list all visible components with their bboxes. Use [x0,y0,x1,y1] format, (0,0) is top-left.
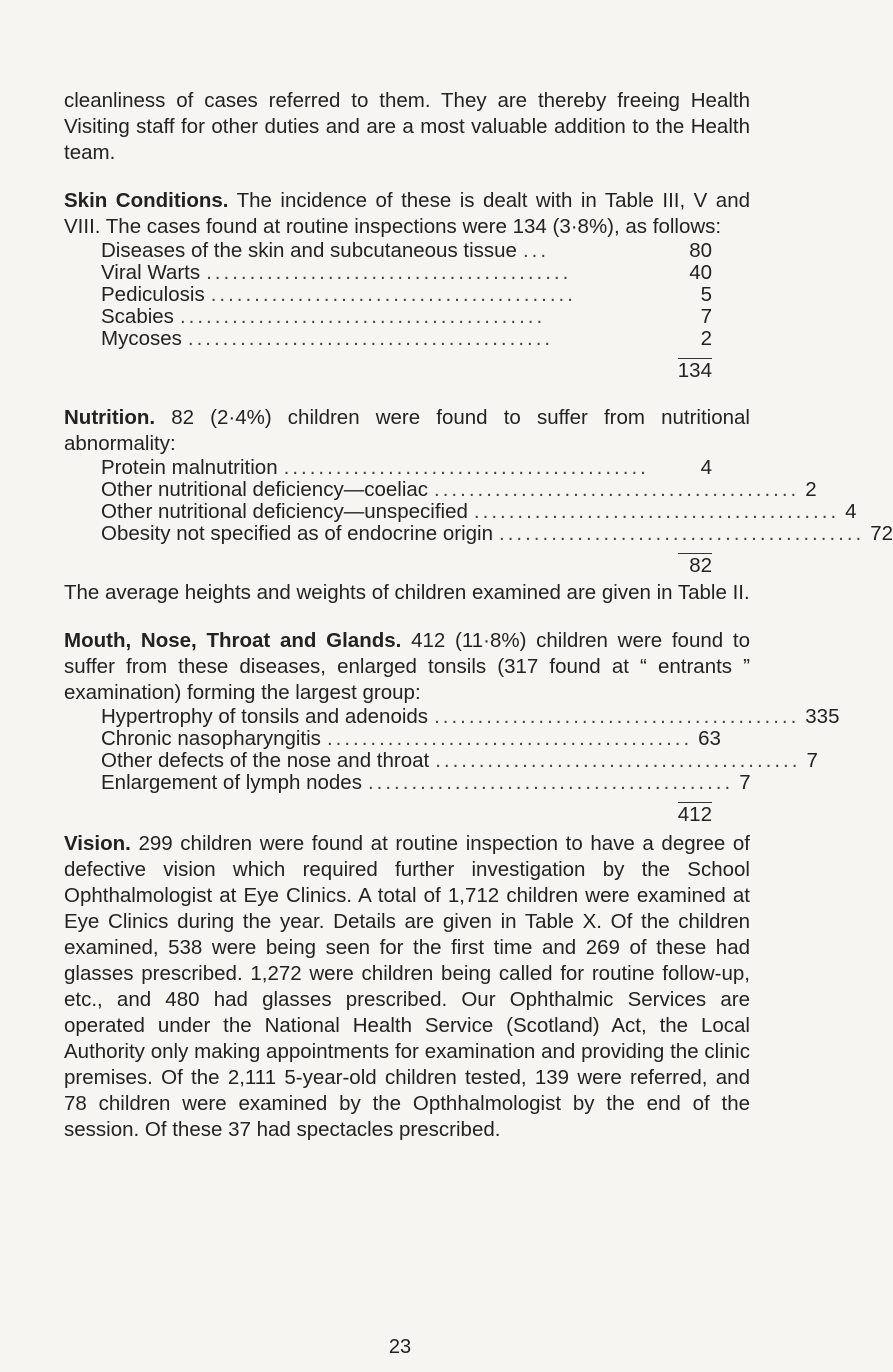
list-item: Obesity not specified as of endocrine origin .......................................... 72 [101,522,893,545]
skin-total: 134 [677,359,712,382]
list-item: Viral Warts .......................................... 40 [101,261,712,284]
nutrition-text: 82 (2·4%) children were found to suffer from nutritional abnormality: [64,406,750,455]
nutrition-note: The average heights and weights of children examined are given in Table II. [64,581,750,604]
list-item: Pediculosis .......................................... 5 [101,283,712,306]
list-item: Protein malnutrition .......................................... 4 [101,456,712,479]
vision-text: 299 children were found at routine inspection to have a degree of defective vision which required further investigation by the School Ophthalmologist at Eye Clinics. A total of 1,712 children were examined at Eye Clinics during the year. Details are given in Table X. Of the children examined, 538 were being seen for the first time and 269 of these had glasses prescribed. 1,272 were children being called for routine follow-up, etc., and 480 had glasses prescribed. Our Ophthalmic Services are operated under the National Health Service (Scotland) Act, the Local Authority only making appointments for examination and providing the clinic premises. Of the 2,111 5-year-old children tested, 139 were referred, and 78 children were examined by the Opthhalmologist by the end of the session. Of these 37 had spectacles prescribed. [64,832,750,1141]
list-item: Enlargement of lymph nodes .......................................... 7 [101,771,751,794]
list-item: Other defects of the nose and throat .......................................... 7 [101,749,818,772]
list-item: Diseases of the skin and subcutaneous tissue ... 80 [101,239,712,262]
nutrition-paragraph [64,405,750,457]
skin-text: The incidence of these is dealt with in Table III, V and VIII. The cases found at routine inspections were 134 (3·8%), as follows: [64,189,750,238]
skin-paragraph [64,188,750,240]
list-item: Chronic nasopharyngitis .......................................... 63 [101,727,721,750]
list-item: Other nutritional deficiency—coeliac .......................................... 2 [101,478,817,501]
mouth-heading: Mouth, Nose, Throat and Glands. [64,629,402,652]
mouth-list [101,705,840,827]
vision-paragraph [64,831,750,1143]
document-page [64,88,893,1143]
intro-paragraph: cleanliness of cases referred to them. They are thereby freeing Health Visiting staff for other duties and are a most valuable addition to the Health team. [64,89,750,164]
mouth-total: 412 [677,803,712,826]
list-item: Other nutritional deficiency—unspecified .......................................... 4 [101,500,857,523]
list-item: Mycoses .......................................... 2 [101,327,712,350]
list-item: Scabies .......................................... 7 [101,305,712,328]
nutrition-list [101,456,893,578]
page-number: 23 [388,1336,412,1358]
list-item: Hypertrophy of tonsils and adenoids .......................................... 335 [101,705,840,728]
skin-heading: Skin Conditions. [64,189,229,212]
mouth-text: 412 (11·8%) children were found to suffer from these diseases, enlarged tonsils (317 found at “ entrants ” examination) forming the largest group: [64,629,750,704]
skin-list [101,240,712,383]
nutrition-heading: Nutrition. [64,406,156,429]
vision-heading: Vision. [64,832,131,855]
nutrition-total: 82 [689,554,712,577]
mouth-paragraph [64,628,750,706]
